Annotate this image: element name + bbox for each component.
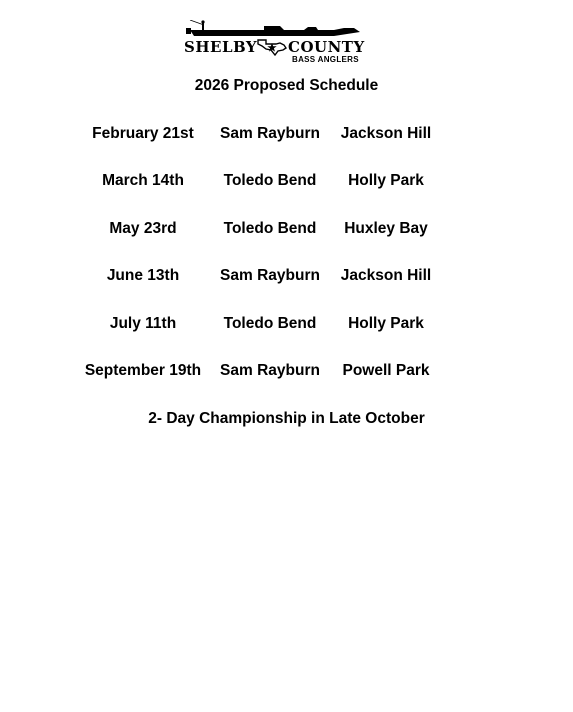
event-ramp: Jackson Hill xyxy=(340,267,432,284)
event-date: February 21st xyxy=(92,125,194,142)
bass-boat-silhouette-icon xyxy=(184,20,368,40)
event-ramp: Huxley Bay xyxy=(344,220,428,237)
championship-note: 2- Day Championship in Late October xyxy=(148,410,425,427)
event-lake: Toledo Bend xyxy=(223,315,317,332)
event-lake: Sam Rayburn xyxy=(220,125,320,142)
event-date: September 19th xyxy=(84,362,202,379)
schedule-row xyxy=(0,123,573,145)
logo-word-county: COUNTY xyxy=(288,38,365,56)
schedule-row xyxy=(0,170,573,192)
club-logo xyxy=(184,20,368,66)
event-lake: Toledo Bend xyxy=(223,172,317,189)
event-ramp: Jackson Hill xyxy=(340,125,432,142)
schedule-row xyxy=(0,265,573,287)
event-lake: Sam Rayburn xyxy=(220,267,320,284)
event-date: June 13th xyxy=(106,267,180,284)
event-ramp: Holly Park xyxy=(348,315,424,332)
logo-word-shelby: SHELBY xyxy=(184,38,258,56)
schedule-row xyxy=(0,313,573,335)
page-title: 2026 Proposed Schedule xyxy=(194,77,379,94)
event-ramp: Powell Park xyxy=(342,362,430,379)
logo-subtitle: BASS ANGLERS xyxy=(292,55,359,64)
event-date: March 14th xyxy=(102,172,184,189)
event-lake: Toledo Bend xyxy=(223,220,317,237)
texas-state-icon xyxy=(256,38,288,56)
event-ramp: Holly Park xyxy=(348,172,424,189)
event-lake: Sam Rayburn xyxy=(220,362,320,379)
event-date: July 11th xyxy=(109,315,177,332)
schedule-row xyxy=(0,218,573,240)
schedule-row xyxy=(0,360,573,382)
event-date: May 23rd xyxy=(109,220,177,237)
